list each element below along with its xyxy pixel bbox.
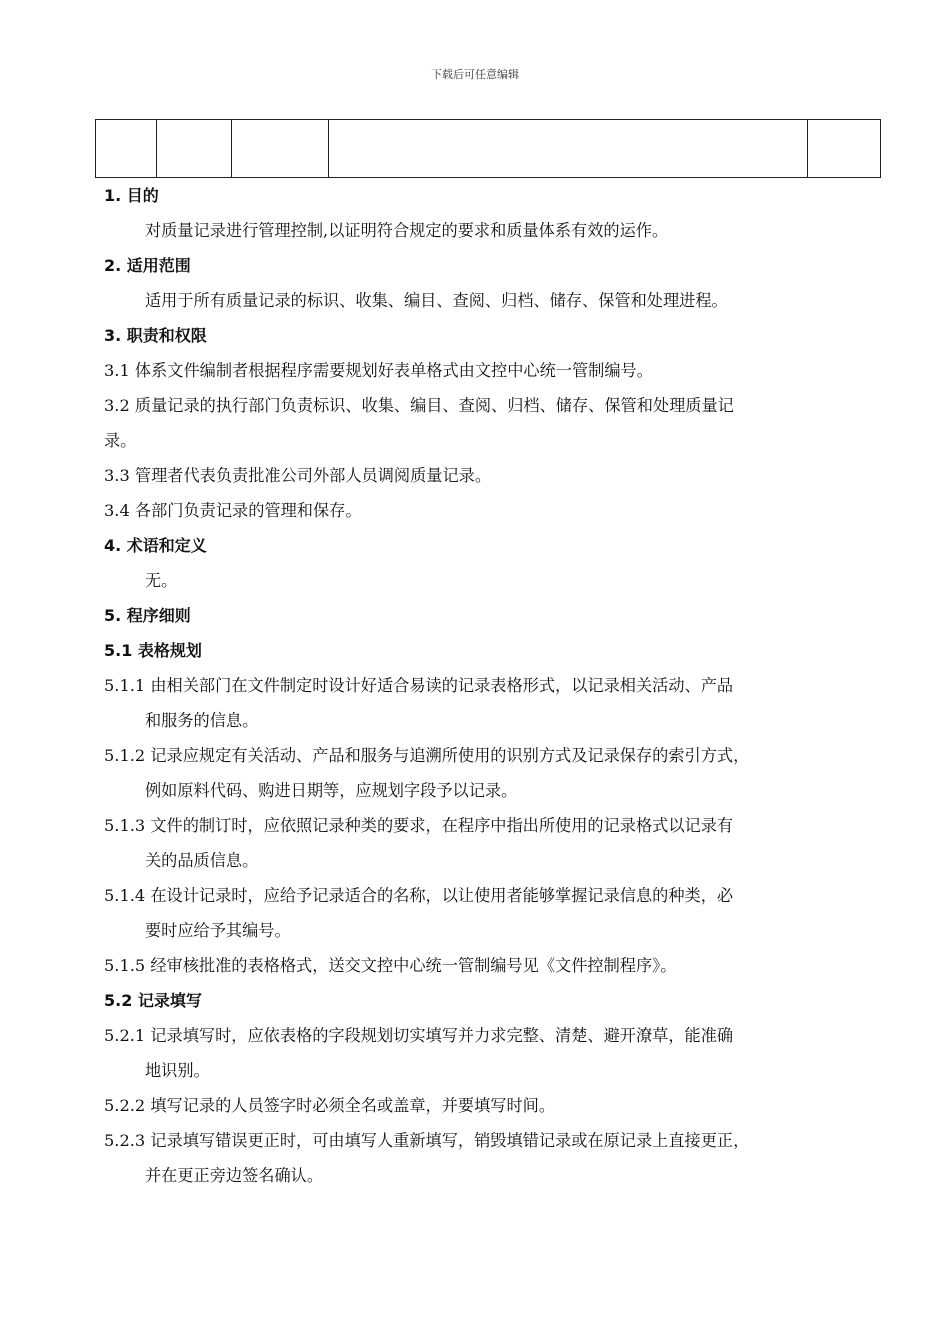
clause-3-4: 3.4 各部门负责记录的管理和保存。 [104, 501, 362, 520]
clause-5-1-4-continued: 要时应给予其编号。 [145, 921, 291, 940]
clause-3-2-continued: 录。 [104, 431, 137, 450]
clause-5-1-4: 5.1.4 在设计记录时，应给予记录适合的名称，以让使用者能够掌握记录信息的种类，必 [104, 886, 734, 905]
clause-5-1-2: 5.1.2 记录应规定有关活动、产品和服务与追溯所使用的识别方式及记录保存的索引方式， [104, 746, 750, 765]
section-heading-responsibilities: 3. 职责和权限 [104, 326, 207, 345]
clause-5-1-3: 5.1.3 文件的制订时，应依照记录种类的要求，在程序中指出所使用的记录格式以记录有 [104, 816, 734, 835]
subsection-heading-record-filling: 5.2 记录填写 [104, 991, 202, 1010]
table-cell [96, 120, 157, 178]
subsection-heading-form-planning: 5.1 表格规划 [104, 641, 202, 660]
table-cell [157, 120, 232, 178]
clause-5-2-3: 5.2.3 记录填写错误更正时，可由填写人重新填写，销毁填错记录或在原记录上直接更正， [104, 1131, 750, 1150]
table-row [96, 120, 881, 178]
clause-5-2-1: 5.2.1 记录填写时，应依表格的字段规划切实填写并力求完整、清楚、避开潦草，能准确 [104, 1026, 734, 1045]
watermark-text: 下载后可任意编辑 [431, 68, 519, 81]
table-cell [329, 120, 808, 178]
section-heading-terms: 4. 术语和定义 [104, 536, 207, 555]
section-heading-procedure: 5. 程序细则 [104, 606, 191, 625]
clause-5-1-2-continued: 例如原料代码、购进日期等，应规划字段予以记录。 [145, 781, 518, 800]
document-body [104, 178, 874, 1193]
paragraph: 对质量记录进行管理控制,以证明符合规定的要求和质量体系有效的运作。 [145, 221, 669, 240]
table-cell [232, 120, 329, 178]
section-heading-purpose: 1. 目的 [104, 186, 159, 205]
clause-5-1-1: 5.1.1 由相关部门在文件制定时设计好适合易读的记录表格形式，以记录相关活动、产品 [104, 676, 734, 695]
clause-5-1-3-continued: 关的品质信息。 [145, 851, 259, 870]
clause-3-3: 3.3 管理者代表负责批准公司外部人员调阅质量记录。 [104, 466, 492, 485]
clause-5-2-2: 5.2.2 填写记录的人员签字时必须全名或盖章，并要填写时间。 [104, 1096, 556, 1115]
clause-5-1-5: 5.1.5 经审核批准的表格格式，送交文控中心统一管制编号见《文件控制程序》。 [104, 956, 677, 975]
section-heading-scope: 2. 适用范围 [104, 256, 191, 275]
clause-3-2: 3.2 质量记录的执行部门负责标识、收集、编目、查阅、归档、储存、保管和处理质量记 [104, 396, 734, 415]
clause-3-1: 3.1 体系文件编制者根据程序需要规划好表单格式由文控中心统一管制编号。 [104, 361, 653, 380]
paragraph: 无。 [145, 571, 178, 590]
clause-5-2-3-continued: 并在更正旁边签名确认。 [145, 1166, 324, 1185]
paragraph: 适用于所有质量记录的标识、收集、编目、查阅、归档、储存、保管和处理进程。 [145, 291, 728, 310]
clause-5-2-1-continued: 地识别。 [145, 1061, 210, 1080]
clause-5-1-1-continued: 和服务的信息。 [145, 711, 259, 730]
document-header-table [95, 119, 881, 178]
table-cell [808, 120, 881, 178]
